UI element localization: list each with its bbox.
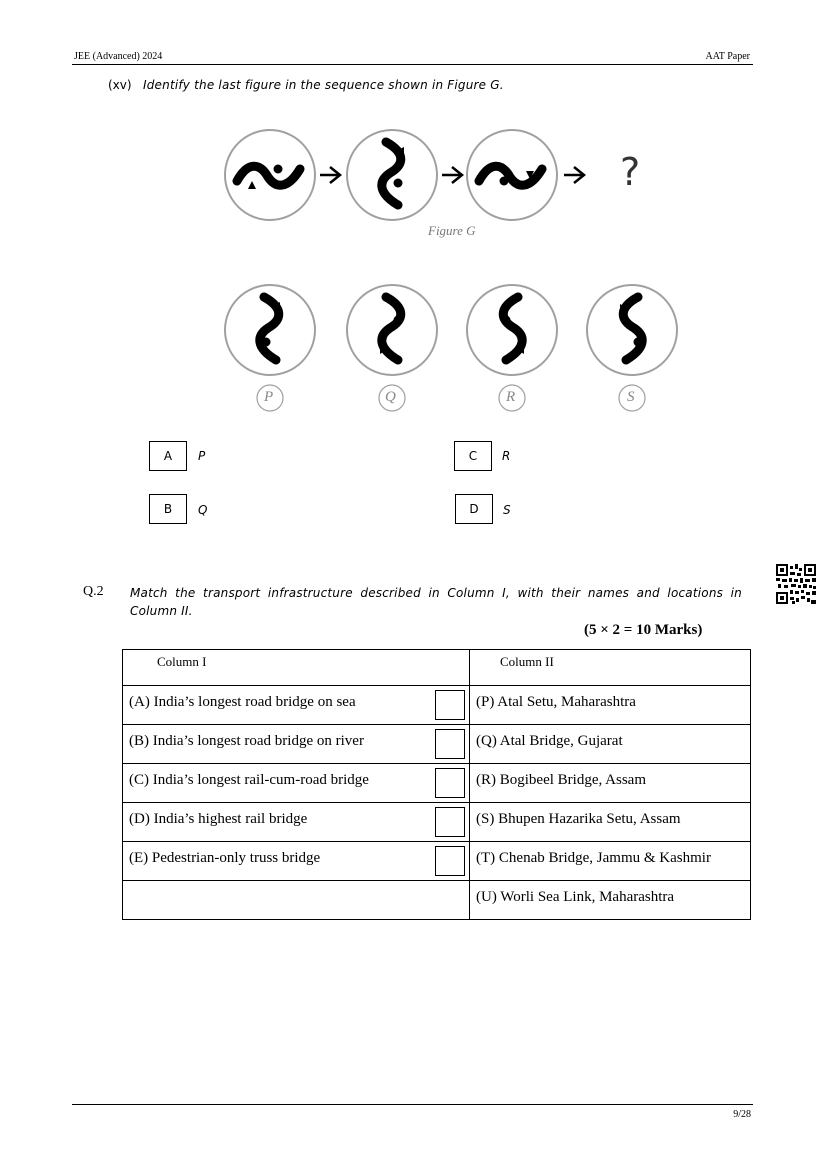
option-figure-label-r: R bbox=[506, 389, 516, 405]
arrow-3 bbox=[564, 167, 584, 183]
table-row bbox=[123, 842, 751, 881]
option-figure-label-p: P bbox=[264, 389, 274, 405]
column-2-item-p: (P) Atal Setu, Maharashtra bbox=[476, 694, 636, 710]
arrow-2 bbox=[442, 167, 462, 183]
arrow-1 bbox=[320, 167, 340, 183]
option-figure-s bbox=[587, 285, 677, 375]
answer-box-b[interactable] bbox=[435, 729, 465, 759]
option-d-box[interactable]: D bbox=[455, 494, 493, 524]
figure-caption: Figure G bbox=[428, 223, 476, 238]
table-row bbox=[123, 725, 751, 764]
header-left: JEE (Advanced) 2024 bbox=[74, 51, 163, 62]
match-table bbox=[122, 649, 751, 920]
option-figure-label-circles bbox=[257, 385, 645, 411]
column-1-item-b: (B) India’s longest road bridge on river bbox=[129, 733, 364, 749]
question-2-text-line2: Column II. bbox=[130, 604, 193, 618]
column-1-header: Column I bbox=[157, 654, 207, 669]
header-right: AAT Paper bbox=[705, 51, 750, 62]
figure-g-panel-2 bbox=[347, 130, 437, 220]
figure-g-panel-1 bbox=[225, 130, 315, 220]
column-1-item-e: (E) Pedestrian-only truss bridge bbox=[129, 850, 321, 866]
column-1-item-empty bbox=[123, 881, 469, 889]
column-1-item-c: (C) India’s longest rail-cum-road bridge bbox=[129, 772, 369, 788]
footer-rule bbox=[72, 1104, 753, 1105]
option-figure-p bbox=[225, 285, 315, 375]
page-number: 9/28 bbox=[733, 1109, 751, 1120]
column-2-item-u: (U) Worli Sea Link, Maharashtra bbox=[476, 889, 675, 905]
column-2-header: Column II bbox=[500, 654, 554, 669]
answer-box-d[interactable] bbox=[435, 807, 465, 837]
option-b-box[interactable]: B bbox=[149, 494, 187, 524]
question-number-2: Q.2 bbox=[83, 584, 104, 599]
column-1-item-a: (A) India’s longest road bridge on sea bbox=[129, 694, 356, 710]
answer-box-e[interactable] bbox=[435, 846, 465, 876]
table-row bbox=[123, 764, 751, 803]
option-c-text: R bbox=[502, 449, 511, 463]
question-2-text-line1: Match the transport infrastructure described in Column I, with their names and locations in bbox=[130, 586, 742, 600]
question-mark: ? bbox=[620, 150, 641, 194]
column-2-item-s: (S) Bhupen Hazarika Setu, Assam bbox=[476, 811, 681, 827]
column-2-item-t: (T) Chenab Bridge, Jammu & Kashmir bbox=[476, 850, 711, 866]
answer-box-c[interactable] bbox=[435, 768, 465, 798]
option-figure-q bbox=[347, 285, 437, 375]
question-number-xv: (xv) bbox=[108, 78, 132, 92]
table-header-row bbox=[123, 650, 751, 686]
column-2-item-r: (R) Bogibeel Bridge, Assam bbox=[476, 772, 646, 788]
column-2-item-q: (Q) Atal Bridge, Gujarat bbox=[476, 733, 623, 749]
table-row bbox=[123, 881, 751, 920]
column-1-item-d: (D) India’s highest rail bridge bbox=[129, 811, 308, 827]
header-rule bbox=[72, 64, 753, 65]
option-c-box[interactable]: C bbox=[454, 441, 492, 471]
option-figure-label-q: Q bbox=[385, 389, 396, 405]
qr-code bbox=[776, 564, 816, 604]
option-b-text: Q bbox=[198, 503, 208, 517]
option-a-text: P bbox=[198, 449, 206, 463]
option-a-box[interactable]: A bbox=[149, 441, 187, 471]
table-row bbox=[123, 803, 751, 842]
figure-g-panel-3 bbox=[467, 130, 557, 220]
option-d-text: S bbox=[503, 503, 511, 517]
table-row bbox=[123, 686, 751, 725]
answer-box-a[interactable] bbox=[435, 690, 465, 720]
option-figure-label-s: S bbox=[627, 389, 635, 405]
option-figure-r bbox=[467, 285, 557, 375]
option-figures bbox=[220, 282, 690, 417]
question-2-marks: (5 × 2 = 10 Marks) bbox=[584, 622, 703, 638]
question-xv-text: Identify the last figure in the sequence shown in Figure G. bbox=[143, 78, 504, 92]
